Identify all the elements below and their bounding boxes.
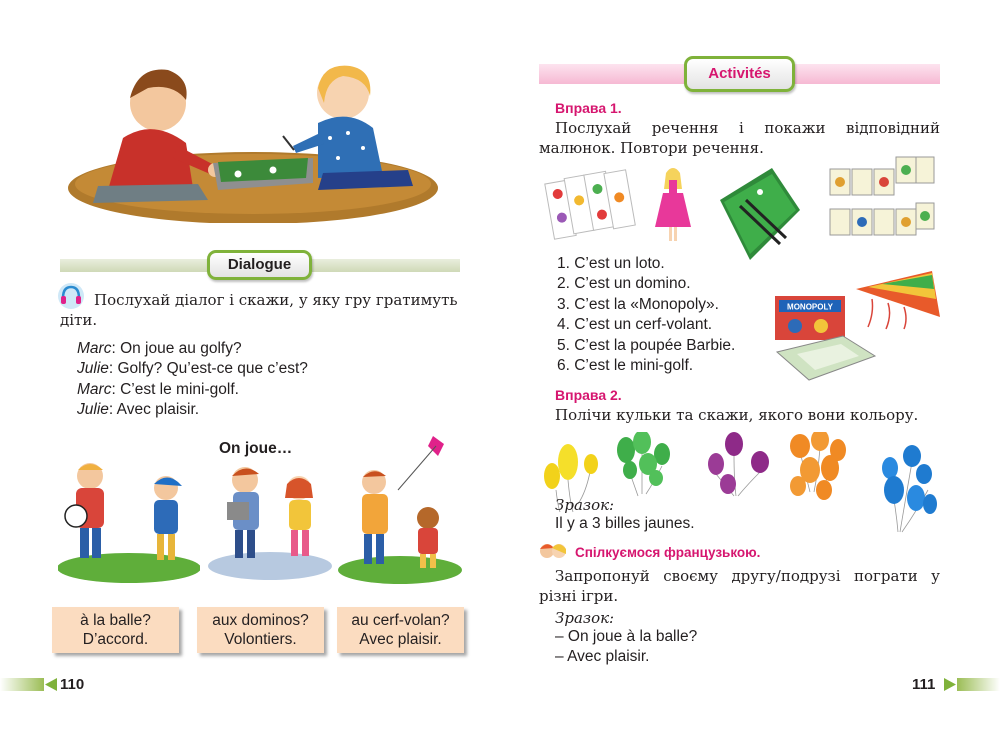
loto-cards-image	[543, 168, 643, 240]
answer-line: aux dominos?	[212, 612, 309, 629]
answer-line: Avec plaisir.	[359, 631, 442, 648]
dialogue-instruction-line2: діти.	[60, 311, 98, 329]
communicate-sample-label: Зразок:	[555, 609, 615, 627]
exercise1-list	[557, 254, 777, 376]
ball-scene-illustration	[58, 458, 200, 583]
activites-banner: Activités	[684, 56, 795, 92]
answer-box-dominos	[197, 607, 324, 653]
line-text: : C’est le mini-golf.	[111, 380, 239, 398]
two-children-talking-icon	[538, 540, 568, 562]
page-number-left: 110	[60, 676, 85, 693]
sample-line: – Avec plaisir.	[555, 648, 650, 666]
list-item: 1. C’est un loto.	[557, 255, 665, 272]
speaker: Julie	[77, 401, 109, 419]
communicate-instruction	[539, 566, 940, 606]
arrow-right-icon	[944, 678, 956, 691]
answer-line: à la balle?	[80, 612, 151, 629]
page-bar-left	[0, 678, 44, 691]
dialogue-line	[77, 359, 457, 379]
domino-cards-image	[828, 155, 936, 243]
sample-line: – On joue à la balle?	[555, 628, 698, 645]
list-item: 3. C’est la «Monopoly».	[557, 295, 719, 313]
children-mini-golf-illustration	[68, 58, 438, 223]
barbie-doll-image	[653, 165, 693, 245]
kite-scene-illustration	[338, 432, 463, 584]
dialogue-instruction	[60, 290, 470, 330]
answer-line: Volontiers.	[224, 631, 297, 648]
dialogue-line	[77, 380, 457, 400]
exercise1-instruction-line2: малюнок. Повтори речення.	[539, 139, 764, 157]
dialogue-line	[77, 339, 457, 359]
list-item: 6. C’est le mini-golf.	[557, 357, 694, 375]
page-bar-right	[957, 678, 1000, 691]
mini-golf-set-image	[710, 160, 802, 264]
line-text: : Avec plaisir.	[108, 401, 200, 419]
monopoly-logo: MONOPOLY	[787, 302, 833, 312]
exercise2-title: Вправа 2.	[555, 387, 622, 403]
communicate-title: Спілкуємося французькою.	[575, 545, 761, 560]
exercise2-sample-text: Il y a 3 billes jaunes.	[555, 515, 695, 532]
exercise1-instruction-line1: Послухай речення і покажи відповідний	[555, 119, 940, 137]
exercise1-title: Вправа 1.	[555, 100, 622, 116]
line-text: : On joue au golfy?	[111, 340, 242, 357]
dialogue-banner: Dialogue	[207, 250, 312, 280]
list-item: 2. C’est un domino.	[557, 275, 691, 293]
on-joue-heading: On joue…	[219, 440, 293, 457]
dominos-scene-illustration	[205, 458, 335, 583]
list-item: 4. C’est un cerf-volant.	[557, 316, 713, 334]
answer-line: au cerf-volan?	[351, 612, 450, 629]
dialogue-instruction-line1: Послухай діалог і скажи, у яку гру гратимуть	[94, 291, 458, 309]
exercise1-instruction	[539, 118, 940, 158]
communicate-instruction-line2: різні ігри.	[539, 587, 619, 605]
answer-box-kite	[337, 607, 464, 653]
speaker: Julie	[77, 360, 109, 378]
exercise2-instruction: Полічи кульки та скажи, якого вони кольору.	[555, 406, 919, 424]
monopoly-game-image	[773, 294, 877, 382]
page-number-right: 111	[912, 676, 936, 693]
list-item: 5. C’est la poupée Barbie.	[557, 336, 736, 354]
dialogue-text	[77, 339, 457, 421]
exercise2-sample-label: Зразок:	[555, 496, 615, 514]
answer-line: D’accord.	[82, 631, 149, 648]
answer-box-ball	[52, 607, 179, 653]
communicate-instruction-line1: Запропонуй своєму другу/подрузі пограти у	[555, 567, 940, 585]
dialogue-line	[77, 400, 457, 420]
line-text: : Golfy? Qu’est-ce que c’est?	[108, 360, 308, 378]
communicate-sample	[555, 627, 697, 668]
speaker: Marc	[77, 340, 112, 357]
arrow-left-icon	[45, 678, 57, 691]
speaker: Marc	[77, 380, 112, 398]
